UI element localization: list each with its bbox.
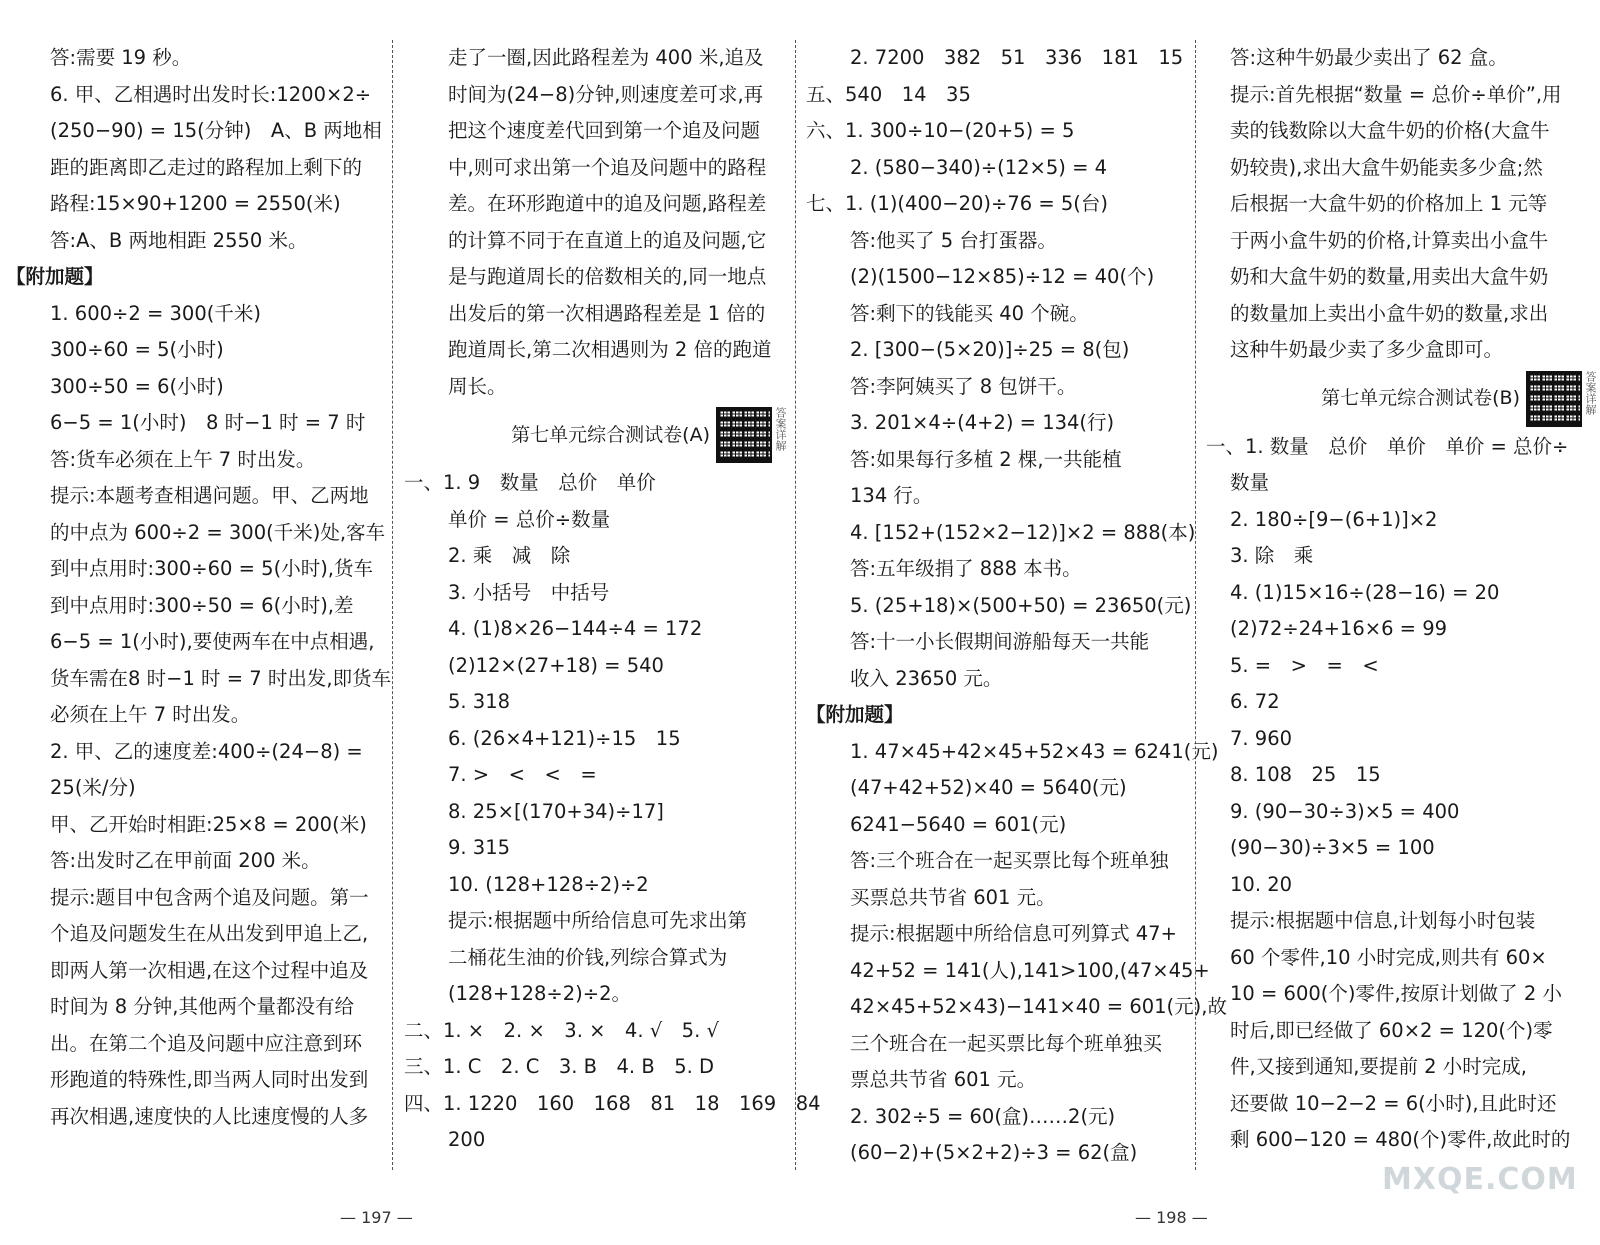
text-line: 2. 302÷5 = 60(盒)……2(元) <box>850 1104 1116 1128</box>
watermark-logo: MXQE.COM <box>1382 1162 1578 1197</box>
text-line: 7. 960 <box>1230 726 1293 750</box>
text-line: 中,则可求出第一个追及问题中的路程 <box>448 155 767 179</box>
text-line: 6. 72 <box>1230 690 1280 713</box>
text-line: 奶较贵),求出大盒牛奶能卖多少盒;然 <box>1230 155 1543 179</box>
text-line: 买票总共节省 601 元。 <box>850 885 1056 909</box>
text-line: 后根据一大盒牛奶的价格加上 1 元等 <box>1230 192 1548 215</box>
text-line: 2. 180÷[9−(6+1)]×2 <box>1230 507 1438 531</box>
text-line: 到中点用时:300÷60 = 5(小时),货车 <box>50 557 373 580</box>
text-line: 2. 7200 382 51 336 181 15 <box>850 46 1184 69</box>
qr-code-icon[interactable] <box>1526 371 1582 427</box>
text-line: 于两小盒牛奶的价格,计算卖出小盒牛 <box>1230 228 1549 252</box>
text-line: 走了一圈,因此路程差为 400 米,追及 <box>448 46 764 69</box>
qr-code-icon[interactable] <box>716 407 772 463</box>
text-line: 3. 除 乘 <box>1230 544 1314 567</box>
text-line: 形跑道的特殊性,即当两人同时出发到 <box>50 1068 369 1091</box>
text-line: 300÷50 = 6(小时) <box>50 374 224 398</box>
text-line: 距的距离即乙走过的路程加上剩下的 <box>50 155 363 179</box>
text-line: 5. = > = < <box>1230 653 1379 677</box>
text-line: 出发后的第一次相遇路程差是 1 倍的 <box>448 301 766 325</box>
text-line: 6241−5640 = 601(元) <box>850 812 1067 836</box>
text-line: 10. (128+128÷2)÷2 <box>448 872 649 896</box>
page-number-left: — 197 — <box>340 1208 413 1227</box>
hint-line: 提示:根据题中所给信息可先求出第 <box>448 909 748 932</box>
text-line: 2. (580−340)÷(12×5) = 4 <box>850 155 1108 179</box>
text-line: 4. (1)8×26−144÷4 = 172 <box>448 617 703 640</box>
text-line: 6. 甲、乙相遇时出发时长:1200×2÷ <box>50 82 372 106</box>
text-line: 单价 = 总价÷数量 <box>448 507 611 531</box>
hint-line: 提示:本题考查相遇问题。甲、乙两地 <box>50 484 369 507</box>
text-line: 42+52 = 141(人),141>100,(47×45+ <box>850 958 1210 982</box>
text-line: 是与跑道周长的倍数相关的,同一地点 <box>448 265 767 288</box>
text-line: 6−5 = 1(小时),要使两车在中点相遇, <box>50 630 375 653</box>
text-line: 4. [152+(152×2−12)]×2 = 888(本) <box>850 520 1196 544</box>
text-line: 还要做 10−2−2 = 6(小时),且此时还 <box>1230 1091 1557 1115</box>
text-line: 件,又接到通知,要提前 2 小时完成, <box>1230 1055 1527 1078</box>
text-line: 五、540 14 35 <box>806 82 971 106</box>
text-line: (250−90) = 15(分钟) A、B 两地相 <box>50 119 382 142</box>
text-line: 7. > < < = <box>448 763 597 786</box>
text-line: 三个班合在一起买票比每个班单独买 <box>850 1031 1163 1055</box>
text-line: 数量 <box>1230 471 1270 494</box>
text-line: 卖的钱数除以大盒牛奶的价格(大盒牛 <box>1230 119 1550 142</box>
text-line: 8. 108 25 15 <box>1230 763 1381 786</box>
text-line: 把这个速度差代回到第一个追及问题 <box>448 119 761 142</box>
text-line: 一、1. 数量 总价 单价 单价 = 总价÷ <box>1206 434 1569 458</box>
text-line: 周长。 <box>448 374 507 398</box>
text-line: 即两人第一次相遇,在这个过程中追及 <box>50 958 369 982</box>
text-line: 9. 315 <box>448 836 511 859</box>
text-line: 答:他买了 5 台打蛋器。 <box>850 228 1057 252</box>
text-line: 答:A、B 两地相距 2550 米。 <box>50 228 308 252</box>
text-line: 六、1. 300÷10−(20+5) = 5 <box>806 119 1075 142</box>
text-line: (2)12×(27+18) = 540 <box>448 653 664 677</box>
text-line: 二桶花生油的价钱,列综合算式为 <box>448 945 728 969</box>
text-line: (128+128÷2)÷2。 <box>448 982 631 1005</box>
section-heading: 【附加题】 <box>806 703 904 726</box>
text-line: 答:三个班合在一起买票比每个班单独 <box>850 849 1169 872</box>
text-line: 5. (25+18)×(500+50) = 23650(元) <box>850 593 1192 617</box>
text-line: 奶和大盒牛奶的数量,用卖出大盒牛奶 <box>1230 265 1549 288</box>
text-line: 时间为 8 分钟,其他两个量都没有给 <box>50 995 355 1018</box>
text-line: 4. (1)15×16÷(28−16) = 20 <box>1230 580 1500 604</box>
section-title-row <box>1206 369 1596 429</box>
text-line: 2. 甲、乙的速度差:400÷(24−8) = <box>50 739 363 763</box>
answer-column-1 <box>6 40 392 1175</box>
text-line: 三、1. C 2. C 3. B 4. B 5. D <box>404 1055 715 1078</box>
text-line: 一、1. 9 数量 总价 单价 <box>404 471 656 494</box>
section-heading: 【附加题】 <box>6 265 104 288</box>
text-line: (90−30)÷3×5 = 100 <box>1230 836 1435 859</box>
text-line: 的计算不同于在直道上的追及问题,它 <box>448 228 767 252</box>
hint-line: 提示:根据题中信息,计划每小时包装 <box>1230 909 1536 932</box>
text-line: 9. (90−30÷3)×5 = 400 <box>1230 799 1460 823</box>
text-line: 3. 201×4÷(4+2) = 134(行) <box>850 411 1115 434</box>
text-line: 10. 20 <box>1230 872 1293 896</box>
text-line: 2. 乘 减 除 <box>448 544 571 567</box>
text-line: 8. 25×[(170+34)÷17] <box>448 799 664 823</box>
text-line: 甲、乙开始时相距:25×8 = 200(米) <box>50 812 367 836</box>
text-line: 票总共节省 601 元。 <box>850 1068 1037 1091</box>
text-line: (47+42+52)×40 = 5640(元) <box>850 776 1127 799</box>
answer-column-4 <box>1206 40 1596 1175</box>
text-line: 10 = 600(个)零件,按原计划做了 2 小 <box>1230 982 1562 1005</box>
text-line: 答:十一小长假期间游船每天一共能 <box>850 630 1150 653</box>
text-line: 到中点用时:300÷50 = 6(小时),差 <box>50 593 354 617</box>
text-line: 答:货车必须在上午 7 时出发。 <box>50 447 316 471</box>
hint-line: 提示:根据题中所给信息可列算式 47+ <box>850 922 1177 945</box>
text-line: 跑道周长,第二次相遇则为 2 倍的跑道 <box>448 338 772 361</box>
text-line: 200 <box>448 1128 486 1151</box>
text-line: 时后,即已经做了 60×2 = 120(个)零 <box>1230 1018 1553 1042</box>
text-line: 的数量加上卖出小盒牛奶的数量,求出 <box>1230 301 1549 325</box>
text-line: 134 行。 <box>850 484 933 507</box>
text-line: 七、1. (1)(400−20)÷76 = 5(台) <box>806 192 1109 215</box>
text-line: 个追及问题发生在从出发到甲追上乙, <box>50 922 369 945</box>
text-line: 货车需在8 时−1 时 = 7 时出发,即货车 <box>50 666 392 690</box>
text-line: 25(米/分) <box>50 776 136 799</box>
text-line: 剩 600−120 = 480(个)零件,故此时的 <box>1230 1128 1571 1151</box>
text-line: 42×45+52×43)−141×40 = 601(元),故 <box>850 995 1227 1018</box>
text-line: 60 个零件,10 小时完成,则共有 60× <box>1230 945 1547 969</box>
text-line: 6−5 = 1(小时) 8 时−1 时 = 7 时 <box>50 411 366 434</box>
text-line: (2)(1500−12×85)÷12 = 40(个) <box>850 265 1155 288</box>
text-line: 路程:15×90+1200 = 2550(米) <box>50 192 341 215</box>
text-line: 收入 23650 元。 <box>850 666 1003 690</box>
text-line: 答:剩下的钱能买 40 个碗。 <box>850 301 1089 325</box>
text-line: 答:如果每行多植 2 棵,一共能植 <box>850 447 1122 471</box>
answer-column-3 <box>806 40 1227 1175</box>
text-line: 这种牛奶最少卖了多少盒即可。 <box>1230 338 1504 361</box>
text-line: 答:这种牛奶最少卖出了 62 盒。 <box>1230 46 1508 69</box>
text-line: 2. [300−(5×20)]÷25 = 8(包) <box>850 338 1130 361</box>
section-title-row <box>404 405 786 465</box>
text-line: 时间为(24−8)分钟,则速度差可求,再 <box>448 82 764 106</box>
text-line: 6. (26×4+121)÷15 15 <box>448 726 681 750</box>
qr-label: 答案详解 <box>774 407 787 451</box>
answer-column-2 <box>404 40 821 1175</box>
text-line: 1. 600÷2 = 300(千米) <box>50 301 261 325</box>
text-line: (2)72÷24+16×6 = 99 <box>1230 617 1448 640</box>
text-line: 必须在上午 7 时出发。 <box>50 703 251 726</box>
section-title: 第七单元综合测试卷(A) <box>511 423 710 446</box>
text-line: 答:出发时乙在甲前面 200 米。 <box>50 849 321 872</box>
qr-label: 答案详解 <box>1584 370 1597 415</box>
text-line: 二、1. × 2. × 3. × 4. √ 5. √ <box>404 1018 719 1042</box>
section-title: 第七单元综合测试卷(B) <box>1321 387 1520 410</box>
text-line: 5. 318 <box>448 690 511 713</box>
hint-line: 提示:题目中包含两个追及问题。第一 <box>50 885 369 909</box>
hint-line: 提示:首先根据“数量 = 总价÷单价”,用 <box>1230 82 1562 106</box>
page-number-right: — 198 — <box>1135 1208 1208 1227</box>
text-line: 答:需要 19 秒。 <box>50 46 192 69</box>
text-line: 1. 47×45+42×45+52×43 = 6241(元) <box>850 739 1219 763</box>
text-line: 四、1. 1220 160 168 81 18 169 84 <box>404 1091 821 1115</box>
text-line: 的中点为 600÷2 = 300(千米)处,客车 <box>50 520 386 544</box>
text-line: 答:五年级捐了 888 本书。 <box>850 557 1082 580</box>
text-line: (60−2)+(5×2+2)÷3 = 62(盒) <box>850 1141 1138 1164</box>
text-line: 再次相遇,速度快的人比速度慢的人多 <box>50 1104 369 1128</box>
text-line: 300÷60 = 5(小时) <box>50 338 224 361</box>
text-line: 出。在第二个追及问题中应注意到环 <box>50 1031 363 1055</box>
text-line: 3. 小括号 中括号 <box>448 580 610 604</box>
text-line: 答:李阿姨买了 8 包饼干。 <box>850 374 1077 398</box>
text-line: 差。在环形跑道中的追及问题,路程差 <box>448 192 767 215</box>
